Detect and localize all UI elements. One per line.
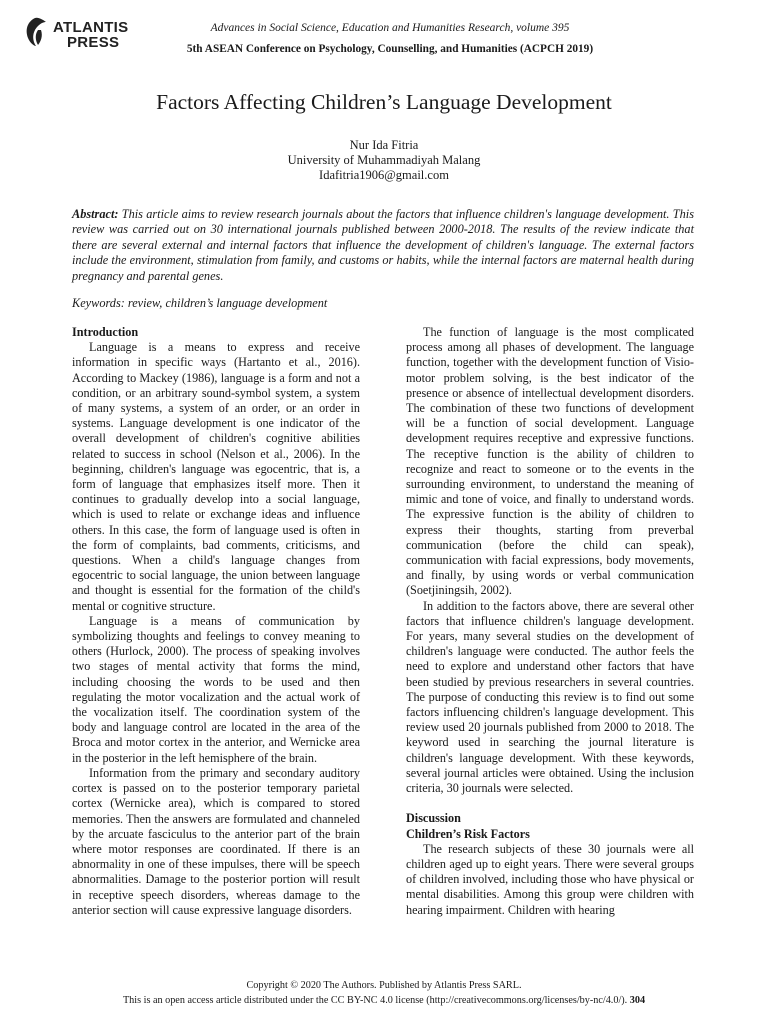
right-column (406, 325, 694, 918)
subsection-heading-risk-factors: Children’s Risk Factors (406, 826, 530, 841)
keywords: Keywords: review, children’s language development (72, 296, 328, 310)
spacer (406, 796, 694, 811)
paragraph: Language is a means of communication by symbolizing thoughts and feelings to convey meaning to others (Hurlock, 2000). The process of speaking involves two stages of mental activity that forms the mind, including choosing the words to be used and then regulating the motor vocalization and the actual work of the vocalization itself. The coordination system of the body and language control are located in the area of the Broca and motor cortex in the anterior, and Wernicke area in the posterior in the left hemisphere of the brain. (72, 613, 360, 765)
paragraph: Information from the primary and secondary auditory cortex is passed on to the posterior temporary parietal cortex (Wernicke area), which is compared to stored memories. Then the answers are formulated and channeled by the arcuate fasciculus to the anterior part of the brain where motor responses are coordinated. If there is an abnormality in one of these impulses, there will be speech abnormalities. Damage to the posterior portion will result in receptive speech disorders, whereas damage to the anterior section will cause expressive language disorders. (72, 765, 360, 917)
publisher-logo (22, 14, 142, 54)
paper-title: Factors Affecting Children’s Language Development (156, 90, 612, 114)
footer-copyright: Copyright © 2020 The Authors. Published by Atlantis Press SARL. (246, 980, 522, 991)
logo-line-1: ATLANTIS (53, 19, 129, 36)
paragraph: Language is a means to express and receive information in specific ways (Hartanto et al., 2016). According to Mackey (1986), language is a form and not a condition, or an arbitrary sound-symbol system, a system of many systems, a system of an order, or an order in systems. Language development is one indicator of the overall development of children's cognitive abilities related to success in school (Nelson et al., 2006). In the beginning, children's language was egocentric, that is, a form of language that emphasizes itself more. Then it continues to gradually develop into a social language, which is used to relate or exchange ideas and influence others. In this case, the form of language used is often in the form of complaints, bad comments, criticisms, and questions. When a child's language changes from egocentric to social language, the union between language and thought is essential for the formation of the child's mental or cognitive structure. (72, 340, 360, 613)
author-email: Idafitria1906@gmail.com (319, 168, 449, 182)
license-text: This is an open access article distributed under the CC BY-NC 4.0 license (http://creativecommons.org/licenses/by-nc/4.0/). (122, 995, 628, 1006)
abstract-label: Abstract: (72, 207, 119, 221)
section-heading-discussion: Discussion (406, 811, 461, 826)
page-number: 304 (629, 995, 646, 1006)
footer-license (0, 995, 768, 1006)
paragraph: The research subjects of these 30 journals were all children aged up to eight years. There were several groups of children involved, including those who have physical or mental disabilities. Among this group were children with hearing impairment. Children with hearing (406, 841, 694, 917)
author-affiliation: University of Muhammadiyah Malang (287, 153, 481, 167)
left-column (72, 325, 360, 918)
paragraph: In addition to the factors above, there are several other factors that influence children's language development. For years, many several studies on the development of children's language were conducted. The author feels the need to explore and understand other factors that have been studied by previous researchers in several countries. The purpose of conducting this review is to find out some factors influencing children's language development. This review used 20 journals published from 2000 to 2018. The keyword used in searching the journal literature is children's language development. With these keywords, several journal articles were obtained. Using the inclusion criteria, 30 journals were selected. (406, 598, 694, 796)
author-name: Nur Ida Fitria (349, 138, 419, 152)
abstract-text: This article aims to review research journals about the factors that influence children's language development. This review was carried out on 30 international journals published between 2000-2018. The results of the review indicate that there are several external and internal factors that influence the development of children's language. The external factors include the environment, stimulation from family, and customs or habits, while the internal factors are maternal health during pregnancy and parental genes. (72, 207, 694, 283)
conference-header: 5th ASEAN Conference on Psychology, Counselling, and Humanities (ACPCH 2019) (186, 43, 594, 55)
logo-line-2: PRESS (67, 34, 120, 51)
atlantis-logo-icon (22, 16, 48, 48)
logo-wordmark (53, 20, 128, 50)
abstract (72, 207, 694, 284)
paragraph: The function of language is the most complicated process among all phases of development. The language function, together with the development function of Visio-motor problem solving, is the best indicator of the presence or absence of intellectual development disorders. The combination of these two functions of development will be a function of social development. Language development requires receptive and expressive functions. The receptive function is the ability of children to recognize and react to someone or to the events in the surrounding environment, to understand the meaning of mimic and tone of voice, and finally to understand words. The expressive function is the ability of children to express their thoughts, starting from preverbal communication (before the child can speak), communication with facial expressions, body movements, and finally, by using words or verbal communication (Soetjiningsih, 2002). (406, 325, 694, 598)
section-heading-introduction: Introduction (72, 325, 139, 339)
journal-header: Advances in Social Science, Education and Humanities Research, volume 395 (210, 22, 570, 34)
